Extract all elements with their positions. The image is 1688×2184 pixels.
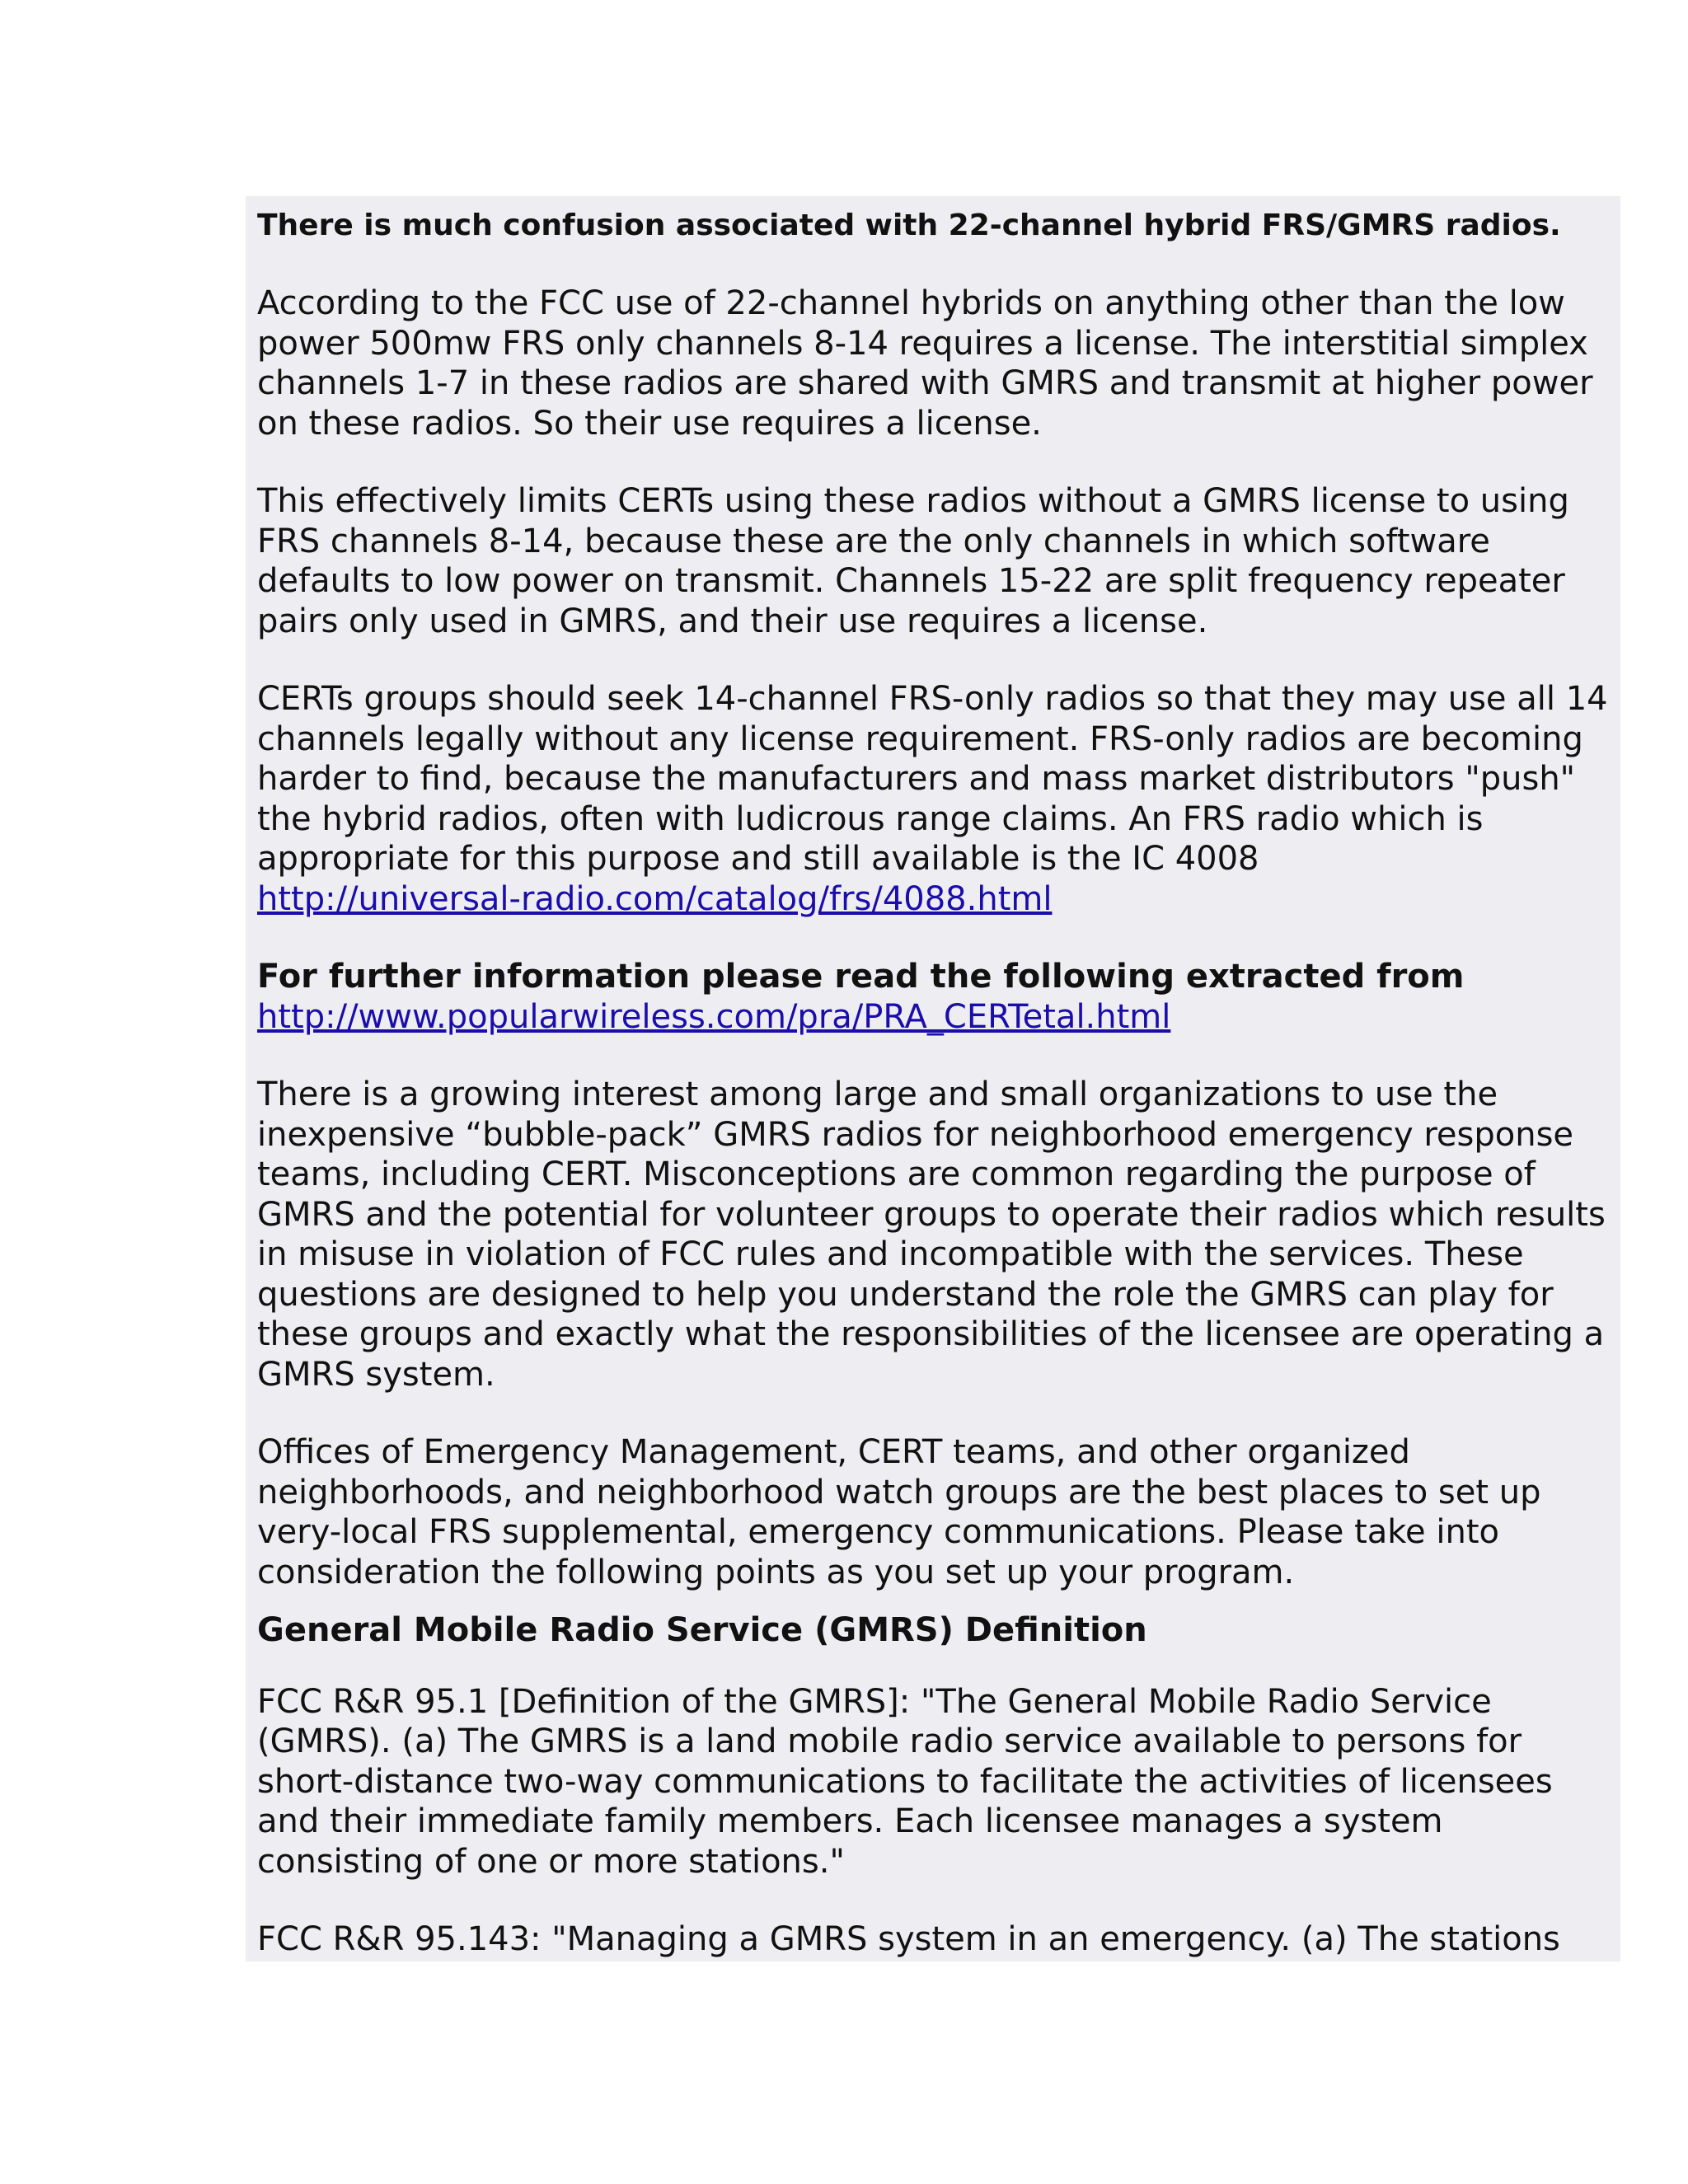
- paragraph-growing-interest: There is a growing interest among large and small organizations to use the inexpensive “bubble-pack” GMRS radios for neighborhood emergency response teams, including CERT. Misconceptions are common regarding the purpose of GMRS and the potential for volunteer groups to operate their radios which results in misuse in violation of FCC rules and incompatible with the services. These questions are designed to help you understand the role the GMRS can play for these groups and exactly what the responsibilities of the licensee are operating a GMRS system.: [257, 1076, 1606, 1394]
- paragraph-fcc-95-1: FCC R&R 95.1 [Definition of the GMRS]: "The General Mobile Radio Service (GMRS). (a) The GMRS is a land mobile radio service available to persons for short-distance two-way communications to facilitate the activities of licensees and their immediate family members. Each licensee manages a system consisting of one or more stations.": [257, 1682, 1553, 1881]
- further-info-heading: For further information please read the following extracted from: [257, 958, 1465, 996]
- gmrs-definition-heading: General Mobile Radio Service (GMRS) Definition: [257, 1611, 1147, 1649]
- paragraph-frs-only-text: CERTs groups should seek 14-channel FRS-only radios so that they may use all 14 channels legally without any license requirement. FRS-only radios are becoming harder to find, because the manufacturers and mass market distributors "push" the hybrid radios, often with ludicrous range claims. An FRS radio which is appropriate for this purpose and still available is the IC 4008: [257, 680, 1608, 878]
- paragraph-frs-only-radios: [257, 679, 1609, 919]
- further-info-block: [257, 957, 1609, 1037]
- intro-heading: There is much confusion associated with 22-channel hybrid FRS/GMRS radios.: [257, 209, 1561, 242]
- universal-radio-link[interactable]: http://universal-radio.com/catalog/frs/4088.html: [257, 879, 1053, 918]
- document-panel: [246, 196, 1620, 1961]
- paragraph-offices-emergency: Offices of Emergency Management, CERT teams, and other organized neighborhoods, and neighborhood watch groups are the best places to set up very-local FRS supplemental, emergency communications. Please take into consideration the following points as you set up your program.: [257, 1433, 1541, 1591]
- paragraph-fcc-95-143: FCC R&R 95.143: "Managing a GMRS system in an emergency. (a) The stations: [257, 1920, 1560, 1958]
- popular-wireless-link[interactable]: http://www.popularwireless.com/pra/PRA_CERTetal.html: [257, 997, 1171, 1036]
- paragraph-license-requirement: According to the FCC use of 22-channel hybrids on anything other than the low power 500mw FRS only channels 8-14 requires a license. The interstitial simplex channels 1-7 in these radios are shared with GMRS and transmit at higher power on these radios. So their use requires a license.: [257, 284, 1593, 443]
- paragraph-channel-limits: This effectively limits CERTs using these radios without a GMRS license to using FRS channels 8-14, because these are the only channels in which software defaults to low power on transmit. Channels 15-22 are split frequency repeater pairs only used in GMRS, and their use requires a license.: [257, 482, 1569, 640]
